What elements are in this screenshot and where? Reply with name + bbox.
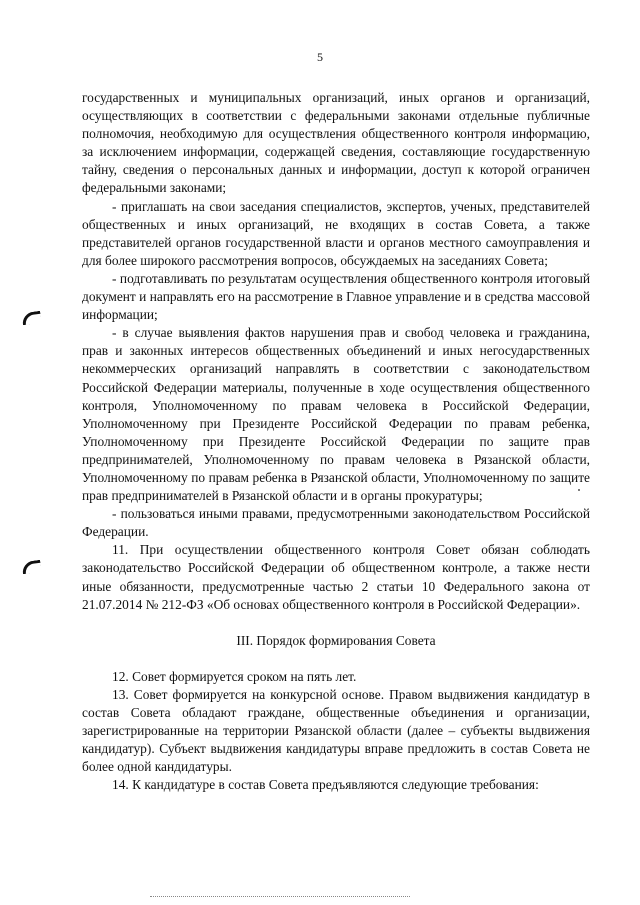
section-heading: III. Порядок формирования Совета xyxy=(236,632,436,648)
margin-binding-mark xyxy=(21,311,41,326)
paragraph-continuation: государственных и муниципальных организаций, иных органов и организаций, осуществляющих в соответствии с федеральными законами отдельные публичные полномочия, необходимую для осуществления общественного контроля информацию, за исключением информации, содержащей сведения, составляющие государственную тайну, сведения о персональных данных и информации, доступ к которой ограничен федеральными законами; xyxy=(82,90,590,196)
clause-11: 11. При осуществлении общественного контроля Совет обязан соблюдать законодательство Российской Федерации об общественном контроле, а также нести иные обязанности, предусмотренные частью 2 статьи 10 Федерального закона от 21.07.2014 № 212-ФЗ «Об основах общественного контроля в Российской Федерации». xyxy=(82,542,590,612)
page-number: 5 xyxy=(317,50,323,64)
list-item-violations: - в случае выявления фактов нарушения прав и свобод человека и гражданина, прав и законных интересов общественных объединений и иных негосударственных некоммерческих организаций направлять в соответствии с законодательством Российской Федерации материалы, полученные в ходе осуществления общественного контроля, Уполномоченному по правам человека в Российской Федерации, Уполномоченному при Президенте Российской Федерации по правам ребенка, Уполномоченному при Президенте Российской Федерации по защите прав предпринимателей, Уполномоченному по правам человека в Рязанской области, Уполномоченному по правам ребенка в Рязанской области, Уполномоченному по защите прав предпринимателей в Рязанской области и в органы прокуратуры; xyxy=(82,325,590,504)
margin-binding-mark xyxy=(21,560,41,575)
document-body xyxy=(82,89,590,794)
clause-14: 14. К кандидатуре в состав Совета предъявляются следующие требования: xyxy=(112,777,539,793)
footer-dotted-line xyxy=(150,896,410,897)
clause-12: 12. Совет формируется сроком на пять лет. xyxy=(112,668,357,684)
clause-13: 13. Совет формируется на конкурсной основе. Правом выдвижения кандидатур в состав Совета обладают граждане, общественные объединения и организации, зарегистрированные на территории Рязанской области (далее – субъекты выдвижения кандидатур). Субъект выдвижения кандидатуры вправе предложить в состав Совета не более одной кандидатуры. xyxy=(82,686,590,775)
list-item-invite: - приглашать на свои заседания специалистов, экспертов, ученых, представителей общественных и иных организаций, не входящих в состав Совета, а также представителей органов государственной власти и органов местного самоуправления и для более широкого рассмотрения вопросов, обсуждаемых на заседаниях Совета; xyxy=(82,198,590,268)
list-item-prepare-document: - подготавливать по результатам осуществления общественного контроля итоговый документ и направлять его на рассмотрение в Главное управление и в средства массовой информации; xyxy=(82,270,590,323)
list-item-other-rights: - пользоваться иными правами, предусмотренными законодательством Российской Федерации. xyxy=(82,506,590,540)
